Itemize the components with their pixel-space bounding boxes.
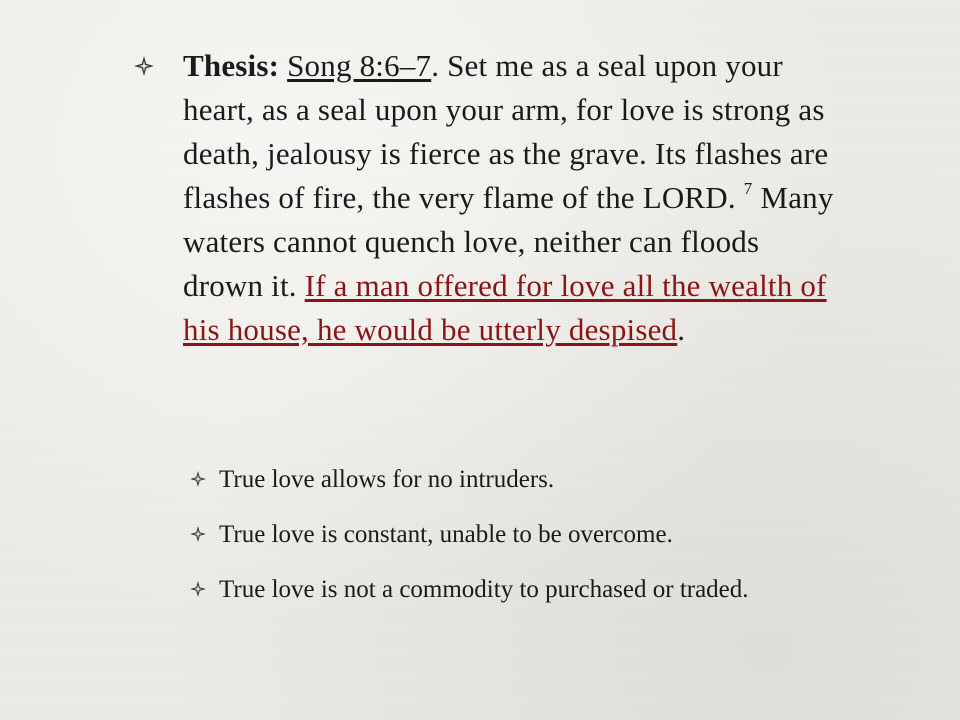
thesis-ending: .: [677, 312, 686, 347]
verse-6-text: . Set me as a seal upon your heart, as a seal upon your arm, for love is strong as death, jealousy is fierce as the grave. Its flashes are flashes of fire, the very flame of the LORD.: [183, 48, 829, 215]
verse-7-text: Many waters cannot quench love, neither can floods drown it.: [183, 180, 834, 303]
four-point-star-icon: [190, 581, 206, 597]
four-point-star-icon: [190, 526, 206, 542]
four-point-star-icon: [134, 56, 154, 76]
thesis-text: [183, 44, 834, 352]
scripture-reference-link[interactable]: Song 8:6–7: [287, 48, 432, 83]
list-item: [190, 573, 850, 606]
point-text: True love is not a commodity to purchased or traded.: [219, 576, 749, 603]
points-list: [190, 463, 850, 628]
thesis-bullet: [134, 44, 834, 352]
list-item: [190, 518, 850, 551]
point-text: True love allows for no intruders.: [219, 466, 555, 493]
highlighted-quote-link[interactable]: If a man offered for love all the wealth of his house, he would be utterly despised: [183, 268, 827, 347]
list-item: [190, 463, 850, 496]
four-point-star-icon: [190, 471, 206, 487]
verse-number: 7: [743, 179, 753, 198]
thesis-label: Thesis:: [183, 48, 280, 83]
point-text: True love is constant, unable to be overcome.: [219, 521, 673, 548]
